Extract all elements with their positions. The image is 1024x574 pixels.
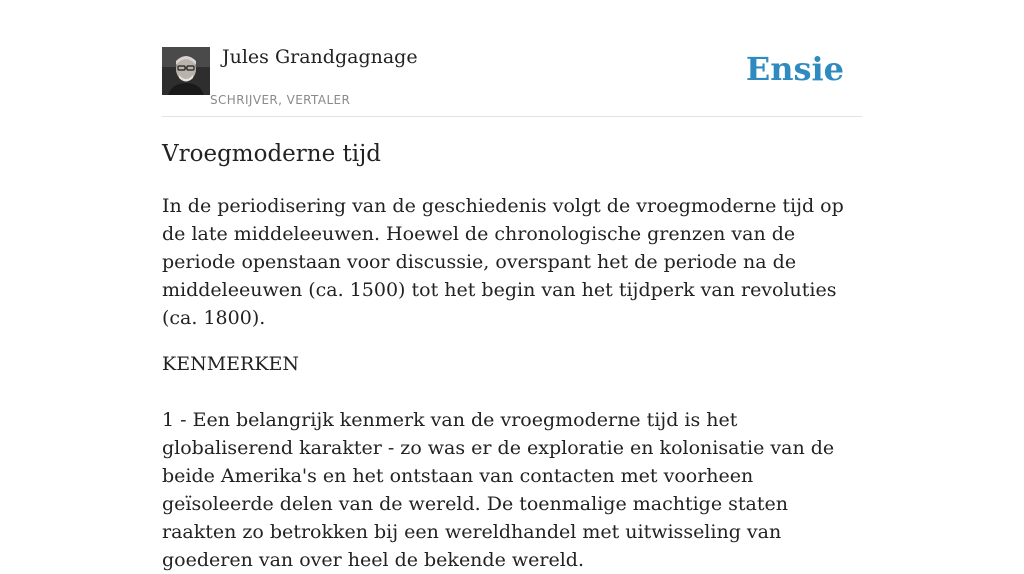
article-paragraph-intro: In de periodisering van de geschiedenis volgt de vroegmoderne tijd op de late middeleeuwen. Hoewel de chronologische grenzen van de periode openstaan voor discussie, overspant het de periode na de middeleeuwen (ca. 1500) tot het begin van het tijdperk van revoluties (ca. 1800). [162,195,844,329]
author-avatar[interactable] [162,47,210,95]
article-paragraph-characteristics: 1 - Een belangrijk kenmerk van de vroegmoderne tijd is het globaliserend karakter - zo was er de exploratie en kolonisatie van de beide Amerika's en het ontstaan van contacten met voorheen geïsoleerde delen van de wereld. De toenmalige machtige staten raakten zo betrokken bij een wereldhandel met uitwisseling van goederen van over heel de bekende wereld. [162,409,835,571]
section-heading: KENMERKEN [162,353,300,375]
brand-logo[interactable]: Ensie [745,50,844,88]
article-body [162,136,862,574]
author-role: SCHRIJVER, VERTALER [210,93,351,107]
author-name[interactable]: Jules Grandgagnage [222,46,418,68]
author-header [162,46,862,117]
article-title: Vroegmoderne tijd [162,141,381,167]
avatar-portrait-icon [162,47,210,95]
